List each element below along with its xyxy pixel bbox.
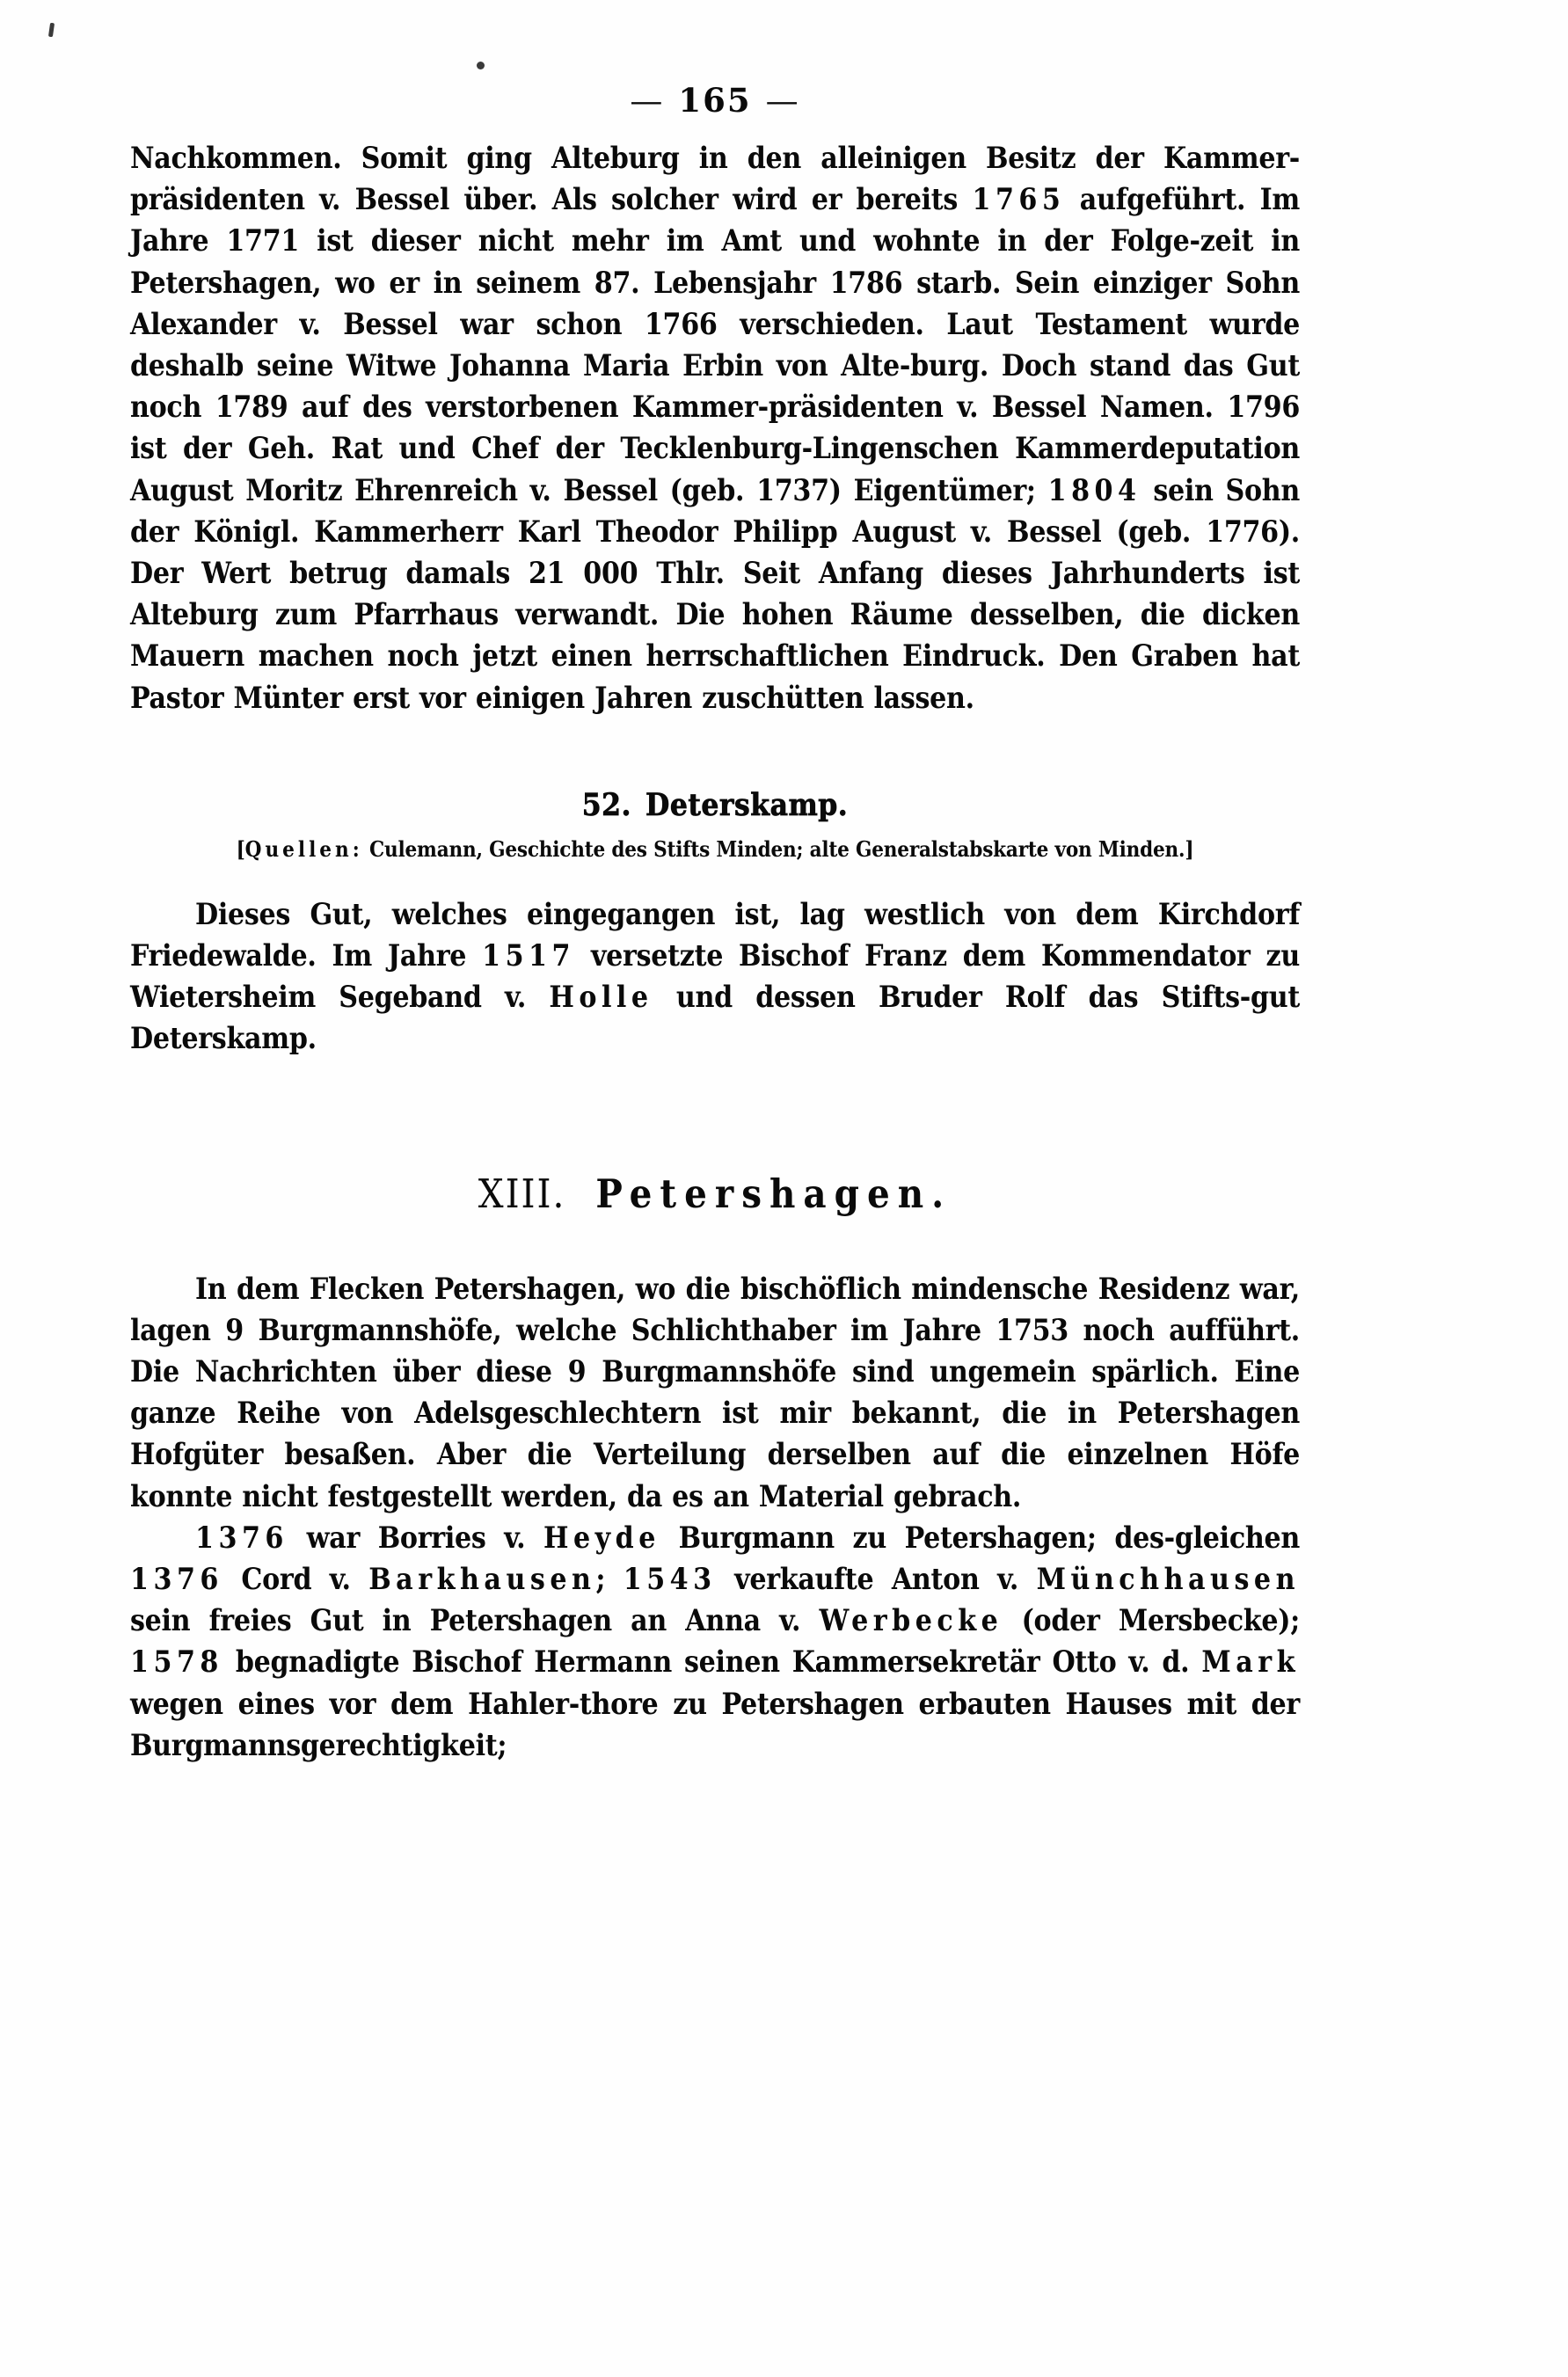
sources-close-bracket: ] [1185, 835, 1194, 862]
paragraph-petershagen-2-run-5: Cord v. [222, 1562, 369, 1597]
paragraph-petershagen-2-run-7: ; [595, 1562, 624, 1597]
paragraph-petershagen-2-run-3: Burgmann zu Petershagen; des-gleichen [660, 1520, 1300, 1555]
paragraph-deterskamp-emphasis-3: Holle [549, 980, 653, 1015]
sources-open-bracket: [ [236, 835, 245, 862]
paragraph-petershagen-2-run-17: wegen eines vor dem Hahler-thore zu Petershagen erbauten Hauses mit der Burgmannsgerechtigkeit; [130, 1686, 1300, 1762]
paragraph-petershagen-2-run-15: begnadigte Bischof Hermann seinen Kammersekretär Otto v. d. [222, 1644, 1202, 1680]
paragraph-alteburg-run-2: aufgeführt. Im Jahre 1771 ist dieser nicht mehr im Amt und wohnte in der Folge-zeit in Petershagen, wo er in seinem 87. Lebensjahr 1786 starb. Sein einziger Sohn Alexander v. Bessel war schon 1766 verschieden. Laut Testament wurde deshalb seine Witwe Johanna Maria Erbin von Alte-burg. Doch stand das Gut noch 1789 auf des verstorbenen Kammer-präsidenten v. Bessel Namen. 1796 ist der Geh. Rat und Chef der Tecklenburg-Lingenschen Kammerdeputation August Moritz Ehrenreich v. Bessel (geb. 1737) Eigentümer; [130, 182, 1300, 507]
section-heading-deterskamp [130, 787, 1300, 823]
chapter-title: Petershagen. [595, 1170, 952, 1217]
section-number: 52. [581, 786, 632, 823]
paragraph-petershagen-1-run-0: In dem Flecken Petershagen, wo die bischöflich mindensche Residenz war, lagen 9 Burgmannshöfe, welche Schlichthaber im Jahre 1753 noch aufführt. Die Nachrichten über diese 9 Burgmannshöfe sind ungemein spärlich. Eine ganze Reihe von Adelsgeschlechtern ist mir bekannt, die in Petershagen Hofgüter besaßen. Aber die Verteilung derselben auf die einzelnen Höfe konnte nicht festgestellt werden, da es an Material gebrach. [130, 1271, 1300, 1513]
sources-text: Culemann, Geschichte des Stifts Minden; alte Generalstabskarte von Minden. [362, 835, 1185, 862]
paragraph-petershagen-2-run-11: sein freies Gut in Petershagen an Anna v. [130, 1603, 820, 1638]
running-head [130, 81, 1300, 121]
paragraph-petershagen-2-emphasis-16: Mark [1201, 1644, 1300, 1680]
section-title: Deterskamp. [645, 786, 849, 823]
paragraph-deterskamp [130, 893, 1300, 1060]
paragraph-deterskamp-run-0: Dieses Gut, welches eingegangen ist, lag westlich von dem Kirchdorf Friedewalde. Im Jahre [130, 896, 1300, 973]
paragraph-petershagen-2-emphasis-4: 1376 [130, 1562, 223, 1597]
scan-speck [48, 23, 55, 38]
running-head-dash-left: — [630, 82, 665, 120]
paragraph-alteburg-run-0: Nachkommen. Somit ging Alteburg in den alleinigen Besitz der Kammer-präsidenten v. Bessel über. Als solcher wird er bereits [130, 141, 1300, 217]
paragraph-petershagen-2-emphasis-10: Münchhausen [1036, 1562, 1300, 1597]
paragraph-petershagen-2 [130, 1517, 1300, 1766]
text-block [130, 0, 1300, 1766]
page-number: 165 [678, 81, 752, 120]
paragraph-deterskamp-run-4: und dessen Bruder Rolf das Stifts-gut Deterskamp. [130, 980, 1300, 1056]
chapter-heading-petershagen [130, 1170, 1300, 1217]
paragraph-alteburg-run-4: sein Sohn der Königl. Kammerherr Karl Theodor Philipp August v. Bessel (geb. 1776). Der Wert betrug damals 21 000 Thlr. Seit Anfang dieses Jahrhunderts ist Alteburg zum Pfarrhaus verwandt. Die hohen Räume desselben, die dicken Mauern machen noch jetzt einen herrschaftlichen Eindruck. Den Graben hat Pastor Münter erst vor einigen Jahren zuschütten lassen. [130, 472, 1301, 715]
paragraph-petershagen-2-run-9: verkaufte Anton v. [716, 1562, 1037, 1597]
paragraph-petershagen-2-emphasis-8: 1543 [623, 1562, 717, 1597]
paragraph-alteburg-emphasis-1: 1765 [972, 182, 1066, 217]
paragraph-petershagen-2-run-13: (oder Mersbecke); [1003, 1603, 1300, 1638]
paragraph-petershagen-2-run-1: war Borries v. [288, 1520, 543, 1555]
paragraph-petershagen-2-emphasis-12: Werbecke [819, 1603, 1003, 1638]
paragraph-deterskamp-emphasis-1: 1517 [482, 938, 575, 973]
paragraph-alteburg-emphasis-3: 1804 [1047, 472, 1141, 507]
running-head-dash-right: — [765, 82, 800, 120]
paragraph-alteburg [130, 137, 1300, 718]
chapter-numeral: XIII. [478, 1170, 566, 1217]
paragraph-petershagen-1 [130, 1268, 1300, 1517]
sources-label: Quellen: [244, 835, 363, 862]
paragraph-deterskamp-run-2: versetzte Bischof Franz dem Kommendator zu Wietersheim Segeband v. [130, 938, 1300, 1015]
paragraph-petershagen-2-emphasis-0: 1376 [195, 1520, 288, 1555]
paragraph-petershagen-2-emphasis-6: Barkhausen [368, 1562, 596, 1597]
paragraph-petershagen-2-emphasis-2: Heyde [543, 1520, 660, 1555]
paragraph-petershagen-2-emphasis-14: 1578 [130, 1644, 223, 1680]
sources-note [130, 835, 1300, 864]
